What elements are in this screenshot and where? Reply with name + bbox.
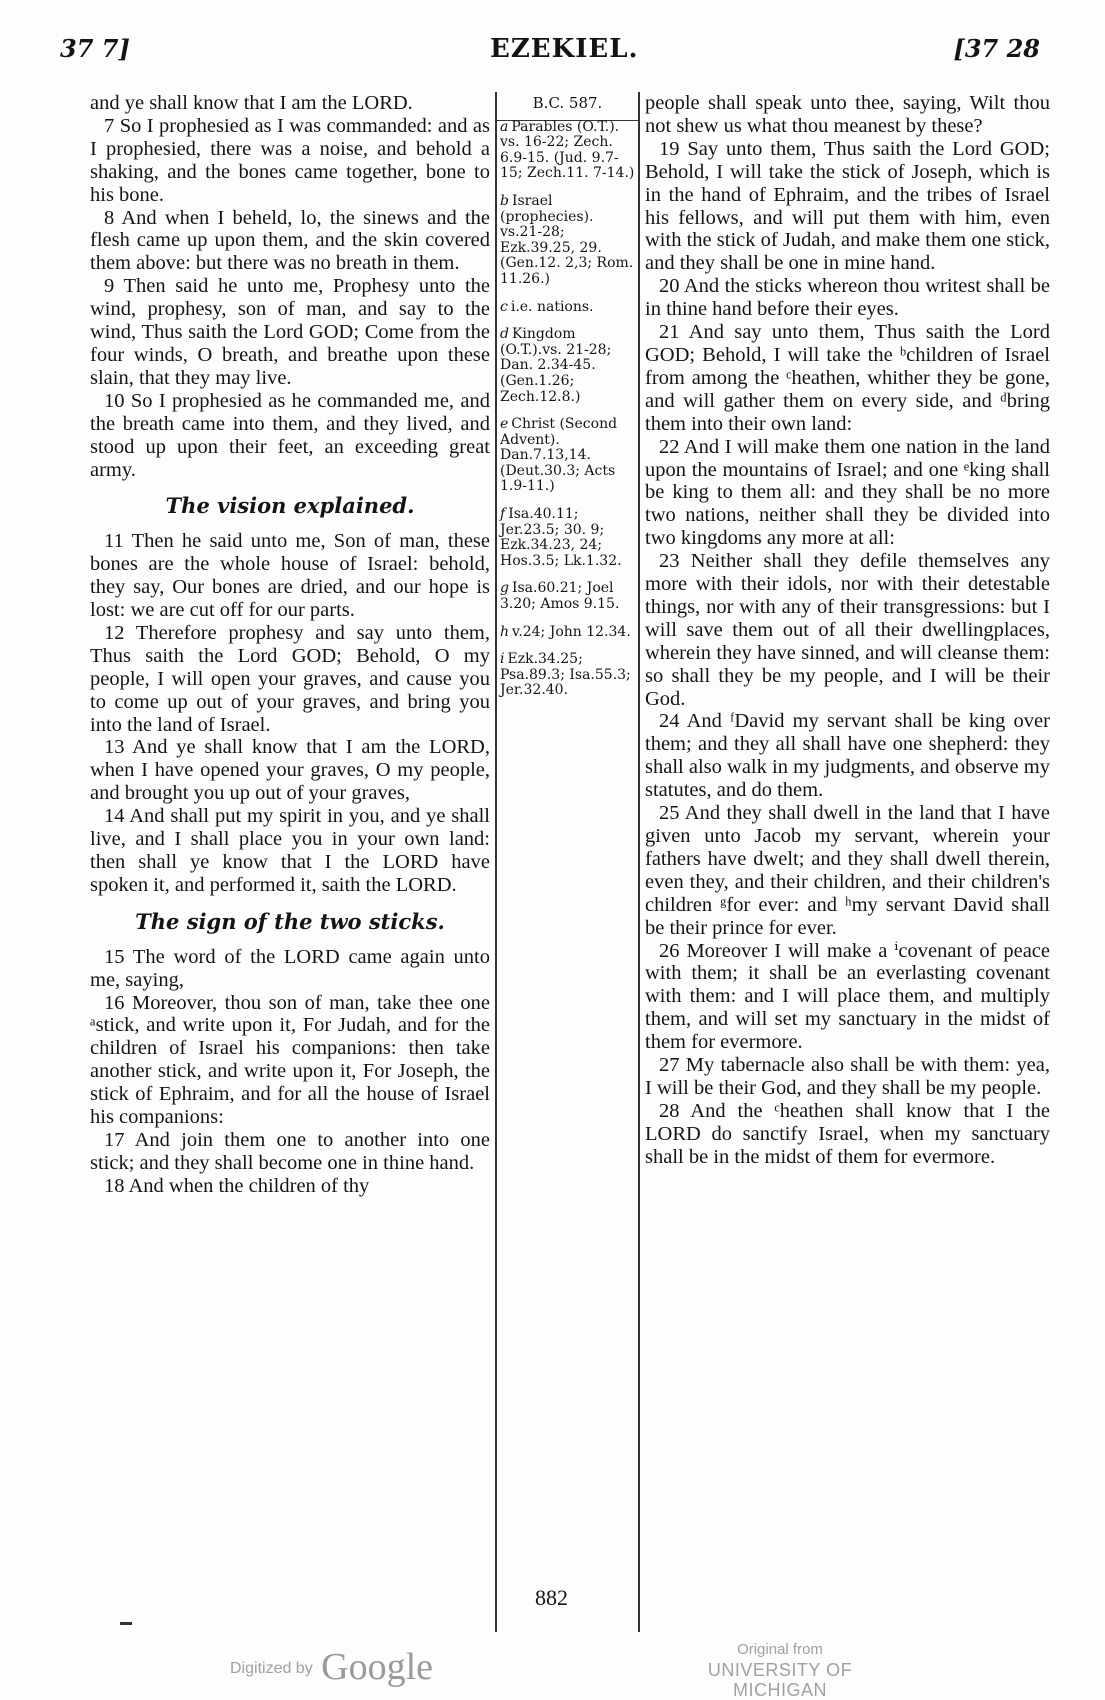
- note-text: v.24; John 12.34.: [512, 623, 631, 640]
- verse-paragraph: 15 The word of the LORD came again unto me, saying,: [90, 945, 490, 991]
- verse-paragraph: 25 And they shall dwell in the land that I have given unto Jacob my servant, wherein your fathers have dwelt; and they shall dwell therein, even they, and their children, and their children's children ᵍfor ever: and ʰmy servant David shall be their prince for ever.: [645, 802, 1050, 939]
- note-text: Parables (O.T.). vs. 16-22; Zech. 6.9-15. (Jud. 9.7-15; Zech.11. 7-14.): [500, 118, 635, 182]
- verse-paragraph: 9 Then said he unto me, Prophesy unto the wind, prophesy, son of man, and say to the wind, Thus saith the Lord GOD; Come from the four winds, O breath, and breathe upon these slain, that they may live.: [90, 275, 490, 389]
- verse-paragraph: 20 And the sticks whereon thou writest shall be in thine hand before their eyes.: [645, 275, 1050, 321]
- section-heading: The sign of the two sticks.: [135, 908, 445, 934]
- digitized-by-watermark: [230, 1645, 433, 1689]
- note-key: d: [500, 326, 509, 343]
- verse-paragraph: 17 And join them one to another into one stick; and they shall become one in thine hand.: [90, 1128, 490, 1174]
- note-key: h: [500, 623, 510, 640]
- note-key: g: [500, 580, 509, 597]
- page-mark: [120, 1622, 132, 1625]
- note-key: e: [500, 416, 509, 433]
- note-key: b: [500, 192, 509, 209]
- note-key: a: [500, 118, 509, 135]
- verse-paragraph: 26 Moreover I will make a ⁱcovenant of peace with them; it shall be an everlasting covenant with them: and I will place them, and multiply them, and will set my sanctuary in the midst of them for evermore.: [645, 939, 1050, 1054]
- original-from-watermark: [660, 1640, 900, 1700]
- verse-paragraph: 12 Therefore prophesy and say unto them, Thus saith the Lord GOD; Behold, O my people, I will open your graves, and cause you to come up out of your graves, and bring you into the land of Israel.: [90, 621, 490, 736]
- verse-paragraph: 19 Say unto them, Thus saith the Lord GOD; Behold, I will take the stick of Joseph, which is in the hand of Ephraim, and the tribes of Israel his fellows, and will put them with him, even with the stick of Judah, and make them one stick, and they shall be one in mine hand.: [645, 137, 1050, 275]
- note-key: i: [500, 651, 505, 668]
- marginal-note: [500, 194, 635, 288]
- verse-paragraph: 8 And when I beheld, lo, the sinews and the flesh came up upon them, and the skin covered them above: but there was no breath in them.: [90, 206, 490, 275]
- marginal-note: [500, 581, 635, 612]
- note-key: f: [500, 506, 506, 523]
- marginal-note: [500, 507, 635, 569]
- note-text: Isa.40.11; Jer.23.5; 30. 9; Ezk.34.23, 24; Hos.3.5; Lk.1.32.: [500, 506, 622, 569]
- page-number: 882: [535, 1585, 568, 1610]
- book-title: EZEKIEL.: [490, 34, 639, 64]
- column-divider-left: [495, 92, 497, 1632]
- verse-paragraph: 10 So I prophesied as he commanded me, and the breath came into them, and they lived, and stood up upon their feet, an exceeding great army.: [90, 389, 490, 481]
- verse-paragraph: 22 And I will make them one nation in the land upon the mountains of Israel; and one ᵉking shall be king to them all: and they shall be no more two nations, neither shall they be divided into two kingdoms any more at all:: [645, 435, 1050, 550]
- google-logo: Google: [321, 1646, 434, 1688]
- marginal-note: [500, 120, 635, 182]
- digitized-by-text: Digitized by: [230, 1660, 313, 1677]
- verse-paragraph: 21 And say unto them, Thus saith the Lord GOD; Behold, I will take the ᵇchildren of Israel from among the ᶜheathen, whither they be gone, and will gather them on every side, and ᵈbring them into their own land:: [645, 321, 1050, 435]
- left-text-column: [90, 92, 490, 1198]
- marginal-note: [500, 300, 635, 316]
- date-label: B.C. 587.: [532, 94, 603, 112]
- marginal-note: [500, 417, 635, 495]
- institution-name: UNIVERSITY OF MICHIGAN: [707, 1660, 853, 1700]
- marginal-note: [500, 652, 635, 699]
- verse-paragraph: 7 So I prophesied as I was commanded: and as I prophesied, there was a noise, and behold a shaking, and the bones came together, bone to his bone.: [90, 114, 490, 206]
- marginal-notes-column: [500, 92, 635, 711]
- marginal-note: [500, 625, 635, 641]
- note-text: Kingdom (O.T.).vs. 21-28; Dan. 2.34-45. (Gen.1.26; Zech.12.8.): [500, 326, 612, 405]
- verse-paragraph: 28 And the ᶜheathen shall know that I the LORD do sanctify Israel, when my sanctuary shall be in the midst of them for evermore.: [645, 1099, 1050, 1168]
- marginal-note: [500, 327, 635, 405]
- note-text: Christ (Second Advent). Dan.7.13,14. (Deut.30.3; Acts 1.9-11.): [500, 416, 618, 495]
- notes-list: [500, 120, 635, 699]
- column-divider-right: [638, 92, 640, 1632]
- verse-paragraph: 16 Moreover, thou son of man, take thee one ᵃstick, and write upon it, For Judah, and for the children of Israel his companions: then take another stick, and write upon it, For Joseph, the stick of Ephraim, and for all the house of Israel his companions:: [90, 991, 490, 1129]
- verse-paragraph: people shall speak unto thee, saying, Wilt thou not shew us what thou meanest by these?: [645, 92, 1050, 137]
- section-heading: The vision explained.: [165, 493, 415, 519]
- header-left-ref: 37 7]: [60, 34, 130, 63]
- verse-paragraph: 23 Neither shall they defile themselves any more with their idols, nor with their detestable things, nor with any of their transgressions: but I will save them out of all their dwellingplaces, wherein they have sinned, and will cleanse them: so shall they be my people, and I will be their God.: [645, 550, 1050, 710]
- verse-paragraph: 14 And shall put my spirit in you, and ye shall live, and I shall place you in your own land: then shall ye know that I the LORD have spoken it, and performed it, saith the LORD.: [90, 805, 490, 896]
- verse-paragraph: 24 And ᶠDavid my servant shall be king over them; and they all shall have one shepherd: they shall also walk in my judgments, and observe my statutes, and do them.: [645, 710, 1050, 802]
- note-text: i.e. nations.: [510, 298, 594, 315]
- verse-paragraph: 27 My tabernacle also shall be with them: yea, I will be their God, and they shall be my people.: [645, 1054, 1050, 1099]
- running-header: [60, 34, 1040, 74]
- note-text: Ezk.34.25; Psa.89.3; Isa.55.3; Jer.32.40.: [500, 651, 631, 699]
- note-text: Israel (prophecies). vs.21-28; Ezk.39.25, 29. (Gen.12. 2,3; Rom. 11.26.): [500, 192, 634, 287]
- verse-paragraph: 11 Then he said unto me, Son of man, these bones are the whole house of Israel: behold, they say, Our bones are dried, and our hope is lost: we are cut off for our parts.: [90, 530, 490, 622]
- right-text-column: [645, 92, 1050, 1169]
- note-text: Isa.60.21; Joel 3.20; Amos 9.15.: [500, 580, 620, 613]
- verse-paragraph: 13 And ye shall know that I am the LORD, when I have opened your graves, O my people, and brought you up out of your graves,: [90, 736, 490, 805]
- original-from-text: Original from: [737, 1641, 823, 1658]
- note-key: c: [500, 298, 508, 315]
- verse-paragraph: and ye shall know that I am the LORD.: [90, 92, 413, 114]
- header-right-ref: [37 28: [953, 34, 1040, 63]
- verse-paragraph: 18 And when the children of thy: [104, 1174, 370, 1197]
